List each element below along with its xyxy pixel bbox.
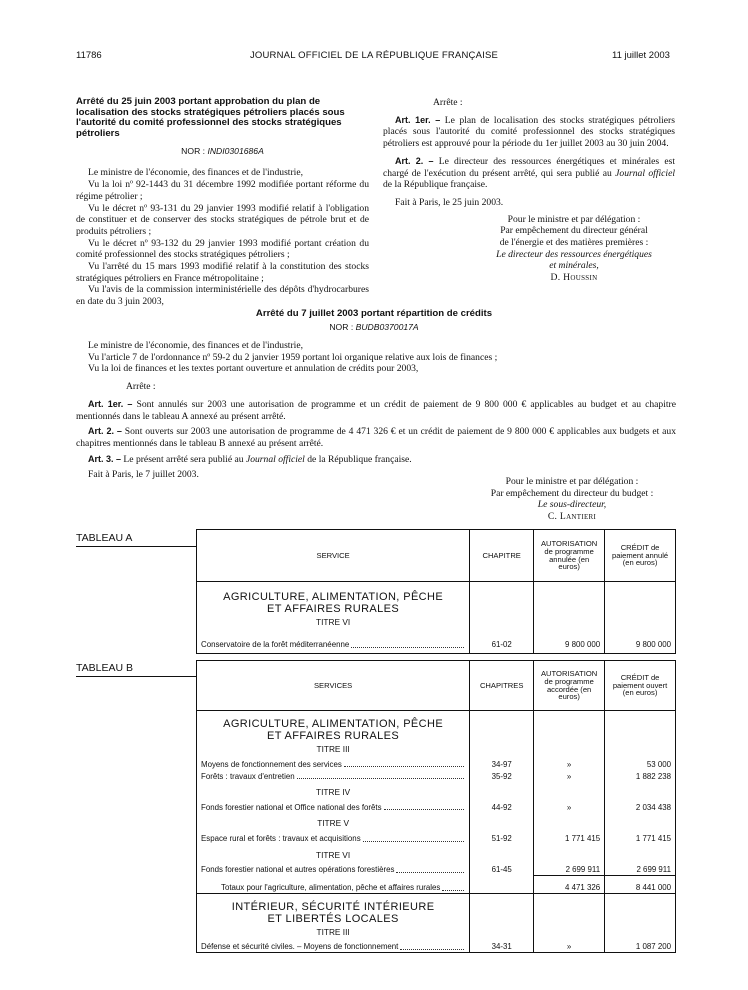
tableau-b-col-service: SERVICES bbox=[197, 661, 470, 711]
arrete1-right-column bbox=[383, 97, 675, 284]
tableau-a bbox=[196, 529, 676, 654]
table-total-row: Totaux pour l'agriculture, alimentation, pêche et affaires rurales 4 471 326 8 441 000 bbox=[197, 875, 676, 893]
arrete1-para: Vu le décret nº 93-131 du 29 janvier 1993 modifié relatif à l'obligation de constituer et de conserver des stocks stratégiques de pétrole brut et de produits pétroliers ; bbox=[76, 202, 369, 237]
tableau-a-col-cp: CRÉDIT de paiement annulé (en euros) bbox=[605, 530, 676, 582]
tableau-a-col-chapitre: CHAPITRE bbox=[470, 530, 534, 582]
arrete1-art2: Art. 2. – Le directeur des ressources énergétiques et minérales est chargé de l'exécution du présent arrêté, qui sera publié au Journal officiel de la République française. bbox=[383, 155, 675, 191]
tableau-b-titre: TITRE IV bbox=[197, 781, 470, 800]
table-row: Fonds forestier national et autres opérations forestières 61-45 2 699 911 2 699 911 bbox=[197, 863, 676, 876]
arrete1-title: Arrêté du 25 juin 2003 portant approbation du plan de localisation des stocks stratégiques pétroliers placés sous l'autorité du comité professionnel des stocks stratégiques pétroliers bbox=[76, 96, 345, 140]
tableau-b-titre: TITRE VI bbox=[197, 844, 470, 863]
issue-date: 11 juillet 2003 bbox=[612, 50, 670, 61]
tableau-b-col-chapitre: CHAPITRES bbox=[470, 661, 534, 711]
arrete1-para: Vu le décret nº 93-132 du 29 janvier 1993 modifié portant création du comité professionnel des stocks stratégiques pétroliers ; bbox=[76, 237, 369, 261]
arrete2-art1: Art. 1er. – Sont annulés sur 2003 une autorisation de programme et un crédit de paiement de 9 800 000 € applicables au budget et au chapitre mentionnés dans le tableau A annexé au présent arrêté. bbox=[76, 398, 676, 422]
arrete2-art3: Art. 3. – Le présent arrêté sera publié au Journal officiel de la République française. bbox=[88, 453, 412, 465]
arrete2-fait: Fait à Paris, le 7 juillet 2003. bbox=[88, 469, 199, 481]
arrete1-nor: NOR : INDI0301686A bbox=[181, 145, 264, 156]
arrete2-para: Vu l'article 7 de l'ordonnance nº 59-2 du 2 janvier 1959 portant loi organique relative aux lois de finances ; bbox=[88, 351, 498, 363]
tableau-b-label: TABLEAU B bbox=[76, 662, 196, 677]
arrete2-title: Arrêté du 7 juillet 2003 portant répartition de crédits bbox=[255, 308, 493, 319]
arrete1-signature: Pour le ministre et par délégation : Par empêchement du directeur général de l'énergie et des matières premières : Le directeur des ressources énergétiques et minérales, D. Houssin bbox=[496, 213, 652, 284]
table-row: Moyens de fonctionnement des services 34-97 » 53 000 bbox=[197, 757, 676, 769]
tableau-b bbox=[196, 660, 676, 953]
table-row: Conservatoire de la forêt méditerranéenne 61-02 9 800 000 9 800 000 bbox=[197, 635, 676, 653]
tableau-b-titre: TITRE III bbox=[197, 742, 470, 757]
arrete2-nor: NOR : BUDB0370017A bbox=[329, 322, 419, 332]
arrete1-para: Le ministre de l'économie, des finances et de l'industrie, bbox=[88, 167, 303, 179]
arrete2-para: Vu la loi de finances et les textes portant ouverture et annulation de crédits pour 2003, bbox=[88, 363, 419, 375]
arrete1-para: Vu l'avis de la commission interministérielle des dépôts d'hydrocarbures en date du 3 juin 2003, bbox=[76, 284, 369, 308]
tableau-a-col-ap: AUTORISATION de programme annulée (en euros) bbox=[534, 530, 605, 582]
arrete1-art1: Art. 1er. – Le plan de localisation des stocks stratégiques pétroliers placés sous l'autorité du comité professionnel des stocks stratégiques pétroliers est approuvé pour la période du 1er juillet 2003 au 30 juin 2004. bbox=[383, 114, 675, 150]
page-number: 11786 bbox=[76, 50, 102, 61]
arrete1-para: Vu la loi nº 92-1443 du 31 décembre 1992 modifiée portant réforme du régime pétrolier ; bbox=[76, 179, 369, 202]
arrete1-left-column bbox=[76, 97, 369, 308]
arrete1-arrete: Arrête : bbox=[433, 97, 463, 108]
tableau-b-col-ap: AUTORISATION de programme accordée (en euros) bbox=[534, 661, 605, 711]
arrete2-art2: Art. 2. – Sont ouverts sur 2003 une autorisation de programme de 4 471 326 € et un crédit de paiement de 9 800 000 € applicables aux budgets et aux chapitres mentionnés dans le tableau B annexé au présent arrêté. bbox=[76, 426, 676, 449]
tableau-a-titre: TITRE VI bbox=[197, 615, 470, 635]
arrete2-signature: Pour le ministre et par délégation : Par empêchement du directeur du budget : Le sous-directeur, C. Lantieri bbox=[490, 476, 654, 523]
arrete2-arrete: Arrête : bbox=[126, 381, 156, 393]
tableau-b-section-interieur: INTÉRIEUR, SÉCURITÉ INTÉRIEURE ET LIBERTÉS LOCALES bbox=[197, 893, 470, 925]
table-row: Espace rural et forêts : travaux et acquisitions 51-92 1 771 415 1 771 415 bbox=[197, 832, 676, 844]
tableau-b-titre: TITRE V bbox=[197, 812, 470, 831]
table-row: Défense et sécurité civiles. – Moyens de fonctionnement 34-31 » 1 087 200 bbox=[197, 940, 676, 953]
tableau-b-col-cp: CRÉDIT de paiement ouvert (en euros) bbox=[605, 661, 676, 711]
arrete2-body bbox=[76, 340, 676, 481]
tableau-a-col-service: SERVICE bbox=[197, 530, 470, 582]
tableau-b-section-agriculture: AGRICULTURE, ALIMENTATION, PÊCHE ET AFFAIRES RURALES bbox=[197, 711, 470, 743]
journal-title: JOURNAL OFFICIEL DE LA RÉPUBLIQUE FRANÇAISE bbox=[249, 50, 499, 61]
arrete2-para: Le ministre de l'économie, des finances et de l'industrie, bbox=[88, 340, 303, 351]
tableau-a-label: TABLEAU A bbox=[76, 532, 196, 547]
arrete1-para: Vu l'arrêté du 15 mars 1993 modifié relatif à la constitution des stocks stratégiques pétroliers en France métropolitaine ; bbox=[76, 261, 369, 284]
arrete1-fait: Fait à Paris, le 25 juin 2003. bbox=[395, 196, 504, 208]
table-row: Forêts : travaux d'entretien 35-92 » 1 882 238 bbox=[197, 769, 676, 781]
table-row: Fonds forestier national et Office national des forêts 44-92 » 2 034 438 bbox=[197, 800, 676, 812]
tableau-b-titre: TITRE III bbox=[197, 925, 470, 940]
tableau-a-section: AGRICULTURE, ALIMENTATION, PÊCHE ET AFFAIRES RURALES bbox=[197, 582, 470, 616]
